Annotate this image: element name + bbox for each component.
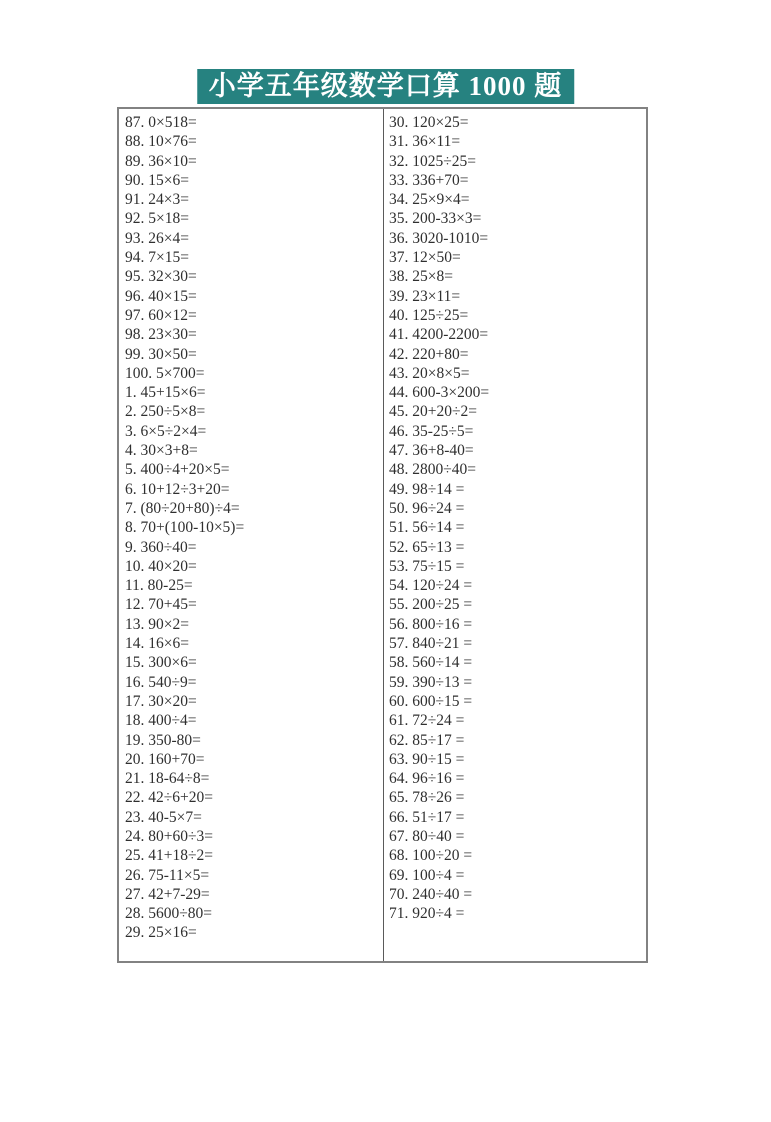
problem-item: 68. 100÷20 = xyxy=(389,847,473,865)
problem-item: 54. 120÷24 = xyxy=(389,577,473,595)
problem-item: 94. 7×15= xyxy=(125,249,189,267)
problem-item: 20. 160+70= xyxy=(125,750,205,768)
problem-item: 98. 23×30= xyxy=(125,326,197,344)
problem-item: 28. 5600÷80= xyxy=(125,905,212,923)
problem-item: 65. 78÷26 = xyxy=(389,789,465,807)
problem-item: 17. 30×20= xyxy=(125,692,197,710)
problem-item: 96. 40×15= xyxy=(125,287,197,305)
problem-item: 43. 20×8×5= xyxy=(389,364,470,382)
problem-item: 66. 51÷17 = xyxy=(389,808,465,826)
problem-item: 90. 15×6= xyxy=(125,171,189,189)
problem-item: 52. 65÷13 = xyxy=(389,538,465,556)
problem-item: 2. 250÷5×8= xyxy=(125,403,206,421)
problem-item: 88. 10×76= xyxy=(125,133,197,151)
problem-item: 55. 200÷25 = xyxy=(389,596,473,614)
problem-item: 30. 120×25= xyxy=(389,114,469,131)
problem-item: 31. 36×11= xyxy=(389,133,461,151)
problem-item: 53. 75÷15 = xyxy=(389,557,465,575)
problem-item: 71. 920÷4 = xyxy=(389,905,465,923)
problem-item: 91. 24×3= xyxy=(125,191,189,209)
problem-item: 51. 56÷14 = xyxy=(389,519,465,537)
problem-item: 61. 72÷24 = xyxy=(389,712,465,730)
problem-item: 38. 25×8= xyxy=(389,268,453,286)
problem-item: 44. 600-3×200= xyxy=(389,384,490,402)
problem-item: 1. 45+15×6= xyxy=(125,384,206,402)
problem-item: 57. 840÷21 = xyxy=(389,635,473,653)
problem-item: 47. 36+8-40= xyxy=(389,442,474,460)
problem-item: 27. 42+7-29= xyxy=(125,885,210,903)
problem-item: 29. 25×16= xyxy=(125,924,197,942)
problem-item: 56. 800÷16 = xyxy=(389,615,473,633)
problems-column-right xyxy=(384,109,646,961)
problem-item: 37. 12×50= xyxy=(389,249,461,267)
problem-item: 23. 40-5×7= xyxy=(125,808,202,826)
problem-item: 8. 70+(100-10×5)= xyxy=(125,519,245,537)
problem-item: 70. 240÷40 = xyxy=(389,885,473,903)
problem-item: 9. 360÷40= xyxy=(125,538,197,556)
problem-item: 89. 36×10= xyxy=(125,152,197,170)
problem-item: 100. 5×700= xyxy=(125,364,205,382)
problem-item: 92. 5×18= xyxy=(125,210,189,228)
problem-item: 33. 336+70= xyxy=(389,171,469,189)
problem-item: 42. 220+80= xyxy=(389,345,469,363)
problem-item: 22. 42÷6+20= xyxy=(125,789,213,807)
problem-item: 49. 98÷14 = xyxy=(389,480,465,498)
problem-item: 36. 3020-1010= xyxy=(389,229,489,247)
problem-item: 46. 35-25÷5= xyxy=(389,422,474,440)
problem-item: 7. (80÷20+80)÷4= xyxy=(125,499,240,517)
problem-item: 24. 80+60÷3= xyxy=(125,827,213,845)
problem-item: 16. 540÷9= xyxy=(125,673,197,691)
problem-item: 5. 400÷4+20×5= xyxy=(125,461,230,479)
problem-item: 59. 390÷13 = xyxy=(389,673,473,691)
problem-item: 97. 60×12= xyxy=(125,306,197,324)
problem-item: 87. 0×518= xyxy=(125,114,197,131)
page-title: 小学五年级数学口算 1000 题 xyxy=(197,69,575,104)
problem-item: 35. 200-33×3= xyxy=(389,210,482,228)
problem-item: 39. 23×11= xyxy=(389,287,461,305)
problem-item: 95. 32×30= xyxy=(125,268,197,286)
problem-item: 21. 18-64÷8= xyxy=(125,770,210,788)
problem-item: 18. 400÷4= xyxy=(125,712,197,730)
problem-item: 50. 96÷24 = xyxy=(389,499,465,517)
problem-item: 4. 30×3+8= xyxy=(125,442,198,460)
problem-item: 3. 6×5÷2×4= xyxy=(125,422,207,440)
problem-item: 26. 75-11×5= xyxy=(125,866,210,884)
problem-item: 41. 4200-2200= xyxy=(389,326,489,344)
problem-item: 45. 20+20÷2= xyxy=(389,403,477,421)
problem-item: 32. 1025÷25= xyxy=(389,152,476,170)
problem-item: 60. 600÷15 = xyxy=(389,692,473,710)
problem-item: 62. 85÷17 = xyxy=(389,731,465,749)
problem-item: 48. 2800÷40= xyxy=(389,461,476,479)
problem-item: 13. 90×2= xyxy=(125,615,189,633)
problem-item: 40. 125÷25= xyxy=(389,306,469,324)
problem-item: 25. 41+18÷2= xyxy=(125,847,213,865)
problems-table xyxy=(117,107,648,963)
problem-item: 6. 10+12÷3+20= xyxy=(125,480,230,498)
problem-item: 14. 16×6= xyxy=(125,635,189,653)
problems-column-left xyxy=(119,109,384,961)
problem-item: 63. 90÷15 = xyxy=(389,750,465,768)
problem-item: 10. 40×20= xyxy=(125,557,197,575)
problem-item: 19. 350-80= xyxy=(125,731,201,749)
problem-item: 99. 30×50= xyxy=(125,345,197,363)
problem-item: 11. 80-25= xyxy=(125,577,193,595)
problem-item: 93. 26×4= xyxy=(125,229,189,247)
problem-item: 69. 100÷4 = xyxy=(389,866,465,884)
problem-item: 67. 80÷40 = xyxy=(389,827,465,845)
problem-item: 58. 560÷14 = xyxy=(389,654,473,672)
problem-item: 34. 25×9×4= xyxy=(389,191,470,209)
problem-item: 12. 70+45= xyxy=(125,596,197,614)
problem-item: 64. 96÷16 = xyxy=(389,770,465,788)
problem-item: 15. 300×6= xyxy=(125,654,197,672)
